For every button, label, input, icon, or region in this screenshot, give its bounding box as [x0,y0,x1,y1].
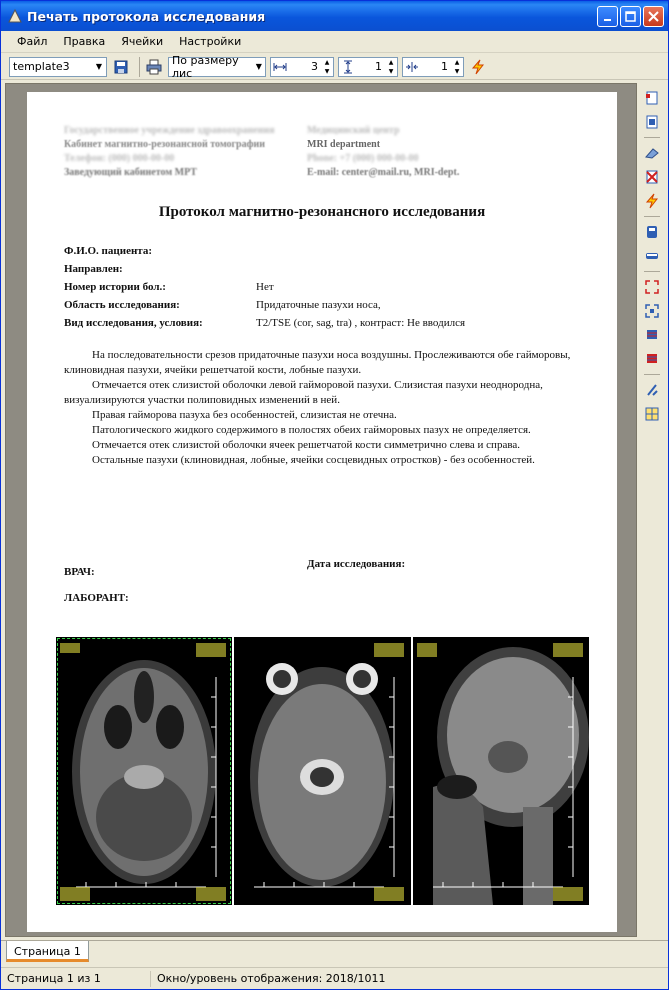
fit-button[interactable] [643,278,661,296]
header-left-line: Телефон: (000) 000-00-00 [64,153,175,164]
doctor-label: ВРАЧ: [64,566,95,578]
right-toolbar-separator [644,137,660,138]
right-toolbar-separator [644,374,660,375]
zoom-fit-button[interactable] [643,302,661,320]
fit-mode-value: По размеру лис [172,53,239,80]
report-paragraph: Правая гайморова пазуха без особенностей, слизистая не отечна. [92,409,397,421]
report-paragraph: На последовательности срезов придаточные пазухи носа воздушны. Прослеживаются обе гайморовы, клиновидная пазухи, ячейки решетчатой кости, лобные пазухи. [64,349,571,376]
report-paragraph: Отмечается отек слизистой оболочки ячеек решетчатой кости симметрично слева и справа. [92,439,521,451]
add-page-button[interactable] [643,89,661,107]
rows-stepper[interactable] [338,57,398,77]
window-title: Печать протокола исследования [27,8,266,24]
template-select-value: template3 [13,60,70,73]
status-page: Страница 1 из 1 [1,971,151,987]
status-bar [1,967,668,989]
header-left-line: Заведующий кабинетом МРТ [64,167,197,178]
study-area-value: Придаточные пазухи носа, [256,299,381,311]
zoom-fit-icon [645,304,659,318]
lightning-icon [471,59,485,75]
report-paragraph: Отмечается отек слизистой оболочки левой гайморовой пазухи. Слизистая пазухи неоднородна, визуализируются участки полиповидных изменений в ней. [64,379,543,406]
apply-button[interactable] [468,57,488,77]
stepper-arrows[interactable]: ▲ ▼ [388,58,394,75]
template-select[interactable] [9,57,107,77]
eraser-icon [644,147,660,159]
mri-image-axial-orbits[interactable] [234,637,410,905]
header-right-line: E-mail: center@mail.ru, MRI-dept. [307,167,460,178]
header-left-line: Государственное учреждение здравоохранения [64,125,275,136]
save-page-button[interactable] [643,223,661,241]
history-number-label: Номер истории бол.: [64,281,166,293]
printer-icon [146,59,162,75]
app-icon [7,8,23,24]
menu-edit[interactable]: Правка [63,35,106,48]
right-toolbar-separator [644,271,660,272]
menu-cells[interactable]: Ячейки [121,35,164,48]
stack-icon [645,250,659,262]
flag-blue-button[interactable] [643,326,661,344]
right-toolbar-separator [644,216,660,217]
rows-value: 1 [375,60,382,73]
layout-button[interactable] [643,405,661,423]
right-toolbar [641,89,663,429]
tools-button[interactable] [643,381,661,399]
preview-area[interactable] [5,83,637,937]
spacing-icon [403,61,421,73]
page-copy-icon [645,115,659,129]
disk-icon [646,225,658,239]
toolbar [1,54,668,80]
report-page [27,92,617,932]
lightning-icon [645,193,659,209]
apply-all-button[interactable] [643,192,661,210]
save-button[interactable] [111,57,131,77]
study-date-label: Дата исследования: [307,558,406,570]
minimize-icon [603,12,613,22]
page-tabs [1,940,668,964]
menu-bar [1,31,668,53]
header-right-line: MRI department [307,139,381,150]
layout-icon [645,407,659,421]
spacing-value: 1 [441,60,448,73]
study-type-label: Вид исследования, условия: [64,317,203,329]
patient-name-label: Ф.И.О. пациента: [64,245,152,257]
chevron-down-icon: ▼ [95,62,103,71]
menu-file[interactable]: Файл [17,35,48,48]
status-window-level: Окно/уровень отображения: 2018/1011 [157,972,386,985]
header-right-line: Phone: +7 (000) 000-00-00 [307,153,419,164]
study-type-value: T2/TSE (cor, sag, tra) , контраст: Не вводился [256,317,466,329]
history-number-value: Нет [256,281,274,293]
referred-label: Направлен: [64,263,123,275]
columns-icon [271,62,289,72]
chevron-down-icon: ▼ [255,62,262,71]
fit-icon [645,280,659,294]
menu-settings[interactable]: Настройки [179,35,242,48]
report-paragraph: Остальные пазухи (клиновидная, лобные, ячейки сосцевидных отростков) - без особенностей. [92,454,535,466]
eraser-button[interactable] [643,144,661,162]
toolbar-separator [139,57,140,77]
stack-button[interactable] [643,247,661,265]
delete-icon [645,170,659,184]
tab-page-1[interactable]: Страница 1 [6,941,89,962]
header-right-line: Медицинский центр [307,125,400,136]
report-title: Протокол магнитно-резонансного исследования [158,204,486,220]
delete-page-button[interactable] [643,168,661,186]
save-icon [114,60,128,74]
minimize-button[interactable] [597,6,618,27]
mri-image-axial-sinus[interactable] [56,637,232,905]
study-area-label: Область исследования: [64,299,180,311]
report-paragraph: Патологического жидкого содержимого в полостях обеих гайморовых пазух не определяется. [92,424,531,436]
tools-icon [645,383,659,397]
mri-image-sagittal[interactable] [413,637,589,905]
maximize-icon [625,11,636,22]
spacing-stepper[interactable] [402,57,464,77]
print-button[interactable] [144,57,164,77]
columns-stepper[interactable] [270,57,334,77]
title-bar [1,1,668,31]
flag-red-button[interactable] [643,350,661,368]
header-left-line: Кабинет магнитно-резонансной томографии [64,139,266,150]
copy-page-button[interactable] [643,113,661,131]
flag-icon [645,352,659,366]
mri-image-strip [56,637,589,905]
stepper-arrows[interactable]: ▲ ▼ [454,58,460,75]
lab-assistant-label: ЛАБОРАНТ: [64,592,129,604]
report-body [64,348,584,468]
close-button[interactable] [643,6,664,27]
stepper-arrows[interactable]: ▲ ▼ [324,58,330,75]
flag-icon [645,328,659,342]
maximize-button[interactable] [620,6,641,27]
rows-icon [339,60,357,74]
close-icon [648,11,659,22]
columns-value: 3 [311,60,318,73]
fit-mode-select[interactable] [168,53,266,80]
page-add-icon [645,91,659,105]
